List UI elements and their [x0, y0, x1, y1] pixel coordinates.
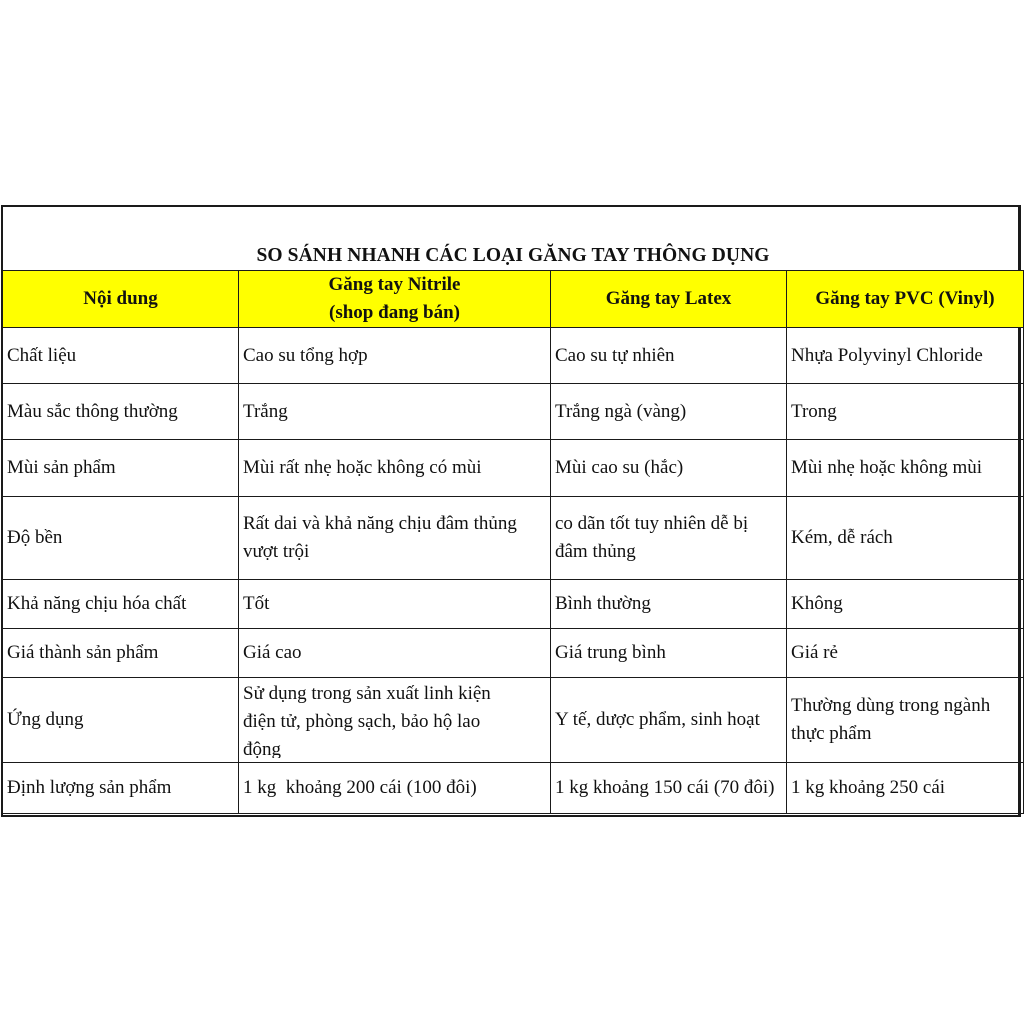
header-nitrile-note: (shop đang bán): [329, 302, 460, 323]
row-label: Độ bền: [3, 497, 239, 580]
table-row: [3, 629, 1024, 678]
header-content: Nội dung: [3, 271, 239, 328]
table-row: [3, 763, 1024, 814]
cell-latex: 1 kg khoảng 150 cái (70 đôi): [551, 763, 787, 814]
table-row: [3, 328, 1024, 384]
header-nitrile-name: Găng tay Nitrile: [328, 274, 461, 295]
cell-latex: Trắng ngà (vàng): [551, 384, 787, 440]
cell-nitrile: Tốt: [239, 580, 551, 629]
table-header-row: [3, 271, 1024, 328]
cell-nitrile: Giá cao: [239, 629, 551, 678]
cell-nitrile-line: điện tử, phòng sạch, bảo hộ lao: [243, 711, 481, 732]
cell-pvc: Không: [787, 580, 1024, 629]
header-nitrile: [239, 271, 551, 328]
cell-latex: Bình thường: [551, 580, 787, 629]
cell-latex: Mùi cao su (hắc): [551, 440, 787, 497]
cell-pvc: Nhựa Polyvinyl Chloride: [787, 328, 1024, 384]
cell-latex: Giá trung bình: [551, 629, 787, 678]
cell-latex: Cao su tự nhiên: [551, 328, 787, 384]
comparison-sheet: [1, 205, 1021, 817]
cell-nitrile: [239, 678, 551, 763]
cell-nitrile: Trắng: [239, 384, 551, 440]
header-pvc: Găng tay PVC (Vinyl): [787, 271, 1024, 328]
cell-nitrile: 1 kg khoảng 200 cái (100 đôi): [239, 763, 551, 814]
table-row: [3, 580, 1024, 629]
cell-nitrile: Cao su tổng hợp: [239, 328, 551, 384]
cell-nitrile: Rất dai và khả năng chịu đâm thủng vượt trội: [239, 497, 551, 580]
row-label: Mùi sản phẩm: [3, 440, 239, 497]
table-row: [3, 384, 1024, 440]
table-row: [3, 497, 1024, 580]
cell-nitrile-line: Sử dụng trong sản xuất linh kiện: [243, 683, 491, 704]
row-label: Khả năng chịu hóa chất: [3, 580, 239, 629]
cell-nitrile: Mùi rất nhẹ hoặc không có mùi: [239, 440, 551, 497]
cell-pvc: Giá rẻ: [787, 629, 1024, 678]
table-row: [3, 678, 1024, 763]
cell-pvc: 1 kg khoảng 250 cái: [787, 763, 1024, 814]
row-label: Định lượng sản phẩm: [3, 763, 239, 814]
header-latex: Găng tay Latex: [551, 271, 787, 328]
row-label: Màu sắc thông thường: [3, 384, 239, 440]
cell-latex: Y tế, dược phẩm, sinh hoạt: [551, 678, 787, 763]
row-label: Ứng dụng: [3, 678, 239, 763]
cell-pvc: Mùi nhẹ hoặc không mùi: [787, 440, 1024, 497]
comparison-table: [2, 270, 1024, 814]
row-label: Chất liệu: [3, 328, 239, 384]
cell-pvc: Trong: [787, 384, 1024, 440]
row-label: Giá thành sản phẩm: [3, 629, 239, 678]
table-row: [3, 440, 1024, 497]
cell-latex: co dãn tốt tuy nhiên dễ bị đâm thủng: [551, 497, 787, 580]
cell-pvc: Thường dùng trong ngành thực phẩm: [787, 678, 1024, 763]
cell-pvc: Kém, dễ rách: [787, 497, 1024, 580]
cell-nitrile-line: động: [243, 739, 281, 758]
sheet-title: SO SÁNH NHANH CÁC LOẠI GĂNG TAY THÔNG DỤNG: [256, 245, 770, 266]
